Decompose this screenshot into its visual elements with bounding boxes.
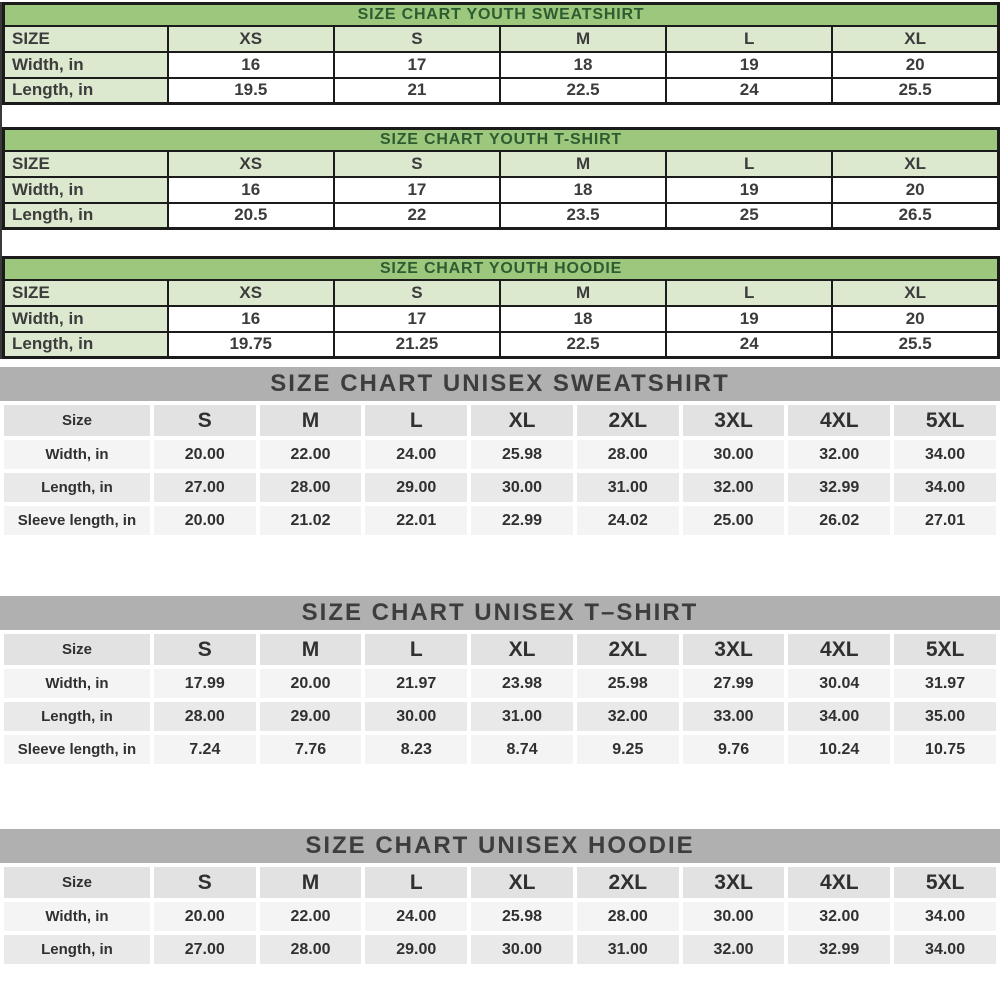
table-row <box>4 902 996 931</box>
value-cell: 28.00 <box>577 902 679 931</box>
value-cell: 17 <box>334 177 500 203</box>
value-cell: 25.98 <box>471 902 573 931</box>
value-cell: 23.5 <box>500 203 666 229</box>
header-row <box>4 634 996 665</box>
unisex-hoodie-chart <box>0 829 1000 968</box>
value-cell: 30.00 <box>683 902 785 931</box>
column-header-cell: 3XL <box>683 634 785 665</box>
column-header-cell: 4XL <box>788 634 890 665</box>
value-cell: 32.00 <box>683 935 785 964</box>
column-header-cell: XL <box>832 280 998 306</box>
table-row <box>4 669 996 698</box>
value-cell: 20.00 <box>154 440 256 469</box>
table-title: SIZE CHART YOUTH HOODIE <box>4 258 999 280</box>
value-cell: 32.00 <box>577 702 679 731</box>
unisex-size-charts <box>0 367 1000 968</box>
value-cell: 24 <box>666 78 832 104</box>
value-cell: 22.5 <box>500 332 666 358</box>
value-cell: 31.00 <box>471 702 573 731</box>
unisex-sweatshirt-chart <box>0 367 1000 539</box>
size-header-cell: Size <box>4 405 150 436</box>
value-cell: 20 <box>832 177 998 203</box>
value-cell: 30.00 <box>365 702 467 731</box>
value-cell: 7.24 <box>154 735 256 764</box>
column-header-cell: XL <box>832 26 998 52</box>
value-cell: 17 <box>334 306 500 332</box>
table-title: SIZE CHART YOUTH T-SHIRT <box>4 129 999 151</box>
value-cell: 18 <box>500 177 666 203</box>
row-label-cell: Width, in <box>4 440 150 469</box>
column-header-cell: XS <box>168 280 334 306</box>
column-header-cell: 3XL <box>683 867 785 898</box>
row-label-cell: Width, in <box>4 306 168 332</box>
column-header-cell: L <box>365 634 467 665</box>
size-header-cell: SIZE <box>4 280 168 306</box>
value-cell: 19 <box>666 52 832 78</box>
column-header-cell: M <box>260 634 362 665</box>
size-header-cell: SIZE <box>4 151 168 177</box>
table-row <box>4 506 996 535</box>
column-header-cell: 3XL <box>683 405 785 436</box>
column-header-cell: S <box>334 280 500 306</box>
column-header-cell: L <box>666 280 832 306</box>
table-title-row <box>4 258 999 280</box>
value-cell: 17 <box>334 52 500 78</box>
column-header-cell: M <box>260 867 362 898</box>
table-row <box>4 52 999 78</box>
column-header-cell: S <box>154 634 256 665</box>
column-header-cell: M <box>500 280 666 306</box>
row-label-cell: Length, in <box>4 702 150 731</box>
value-cell: 22 <box>334 203 500 229</box>
value-cell: 19 <box>666 306 832 332</box>
column-header-cell: M <box>500 26 666 52</box>
value-cell: 20 <box>832 306 998 332</box>
value-cell: 32.00 <box>683 473 785 502</box>
value-cell: 28.00 <box>260 473 362 502</box>
table-row <box>4 702 996 731</box>
value-cell: 35.00 <box>894 702 996 731</box>
value-cell: 29.00 <box>365 473 467 502</box>
table-title: SIZE CHART UNISEX HOODIE <box>0 829 1000 863</box>
value-cell: 31.00 <box>577 935 679 964</box>
value-cell: 20.5 <box>168 203 334 229</box>
value-cell: 9.76 <box>683 735 785 764</box>
value-cell: 27.00 <box>154 473 256 502</box>
table-row <box>4 78 999 104</box>
value-cell: 19.5 <box>168 78 334 104</box>
value-cell: 26.02 <box>788 506 890 535</box>
value-cell: 21.97 <box>365 669 467 698</box>
value-cell: 28.00 <box>260 935 362 964</box>
header-row <box>4 405 996 436</box>
value-cell: 22.99 <box>471 506 573 535</box>
value-cell: 16 <box>168 306 334 332</box>
value-cell: 34.00 <box>788 702 890 731</box>
value-cell: 21.02 <box>260 506 362 535</box>
row-label-cell: Width, in <box>4 669 150 698</box>
column-header-cell: M <box>260 405 362 436</box>
value-cell: 30.00 <box>471 473 573 502</box>
column-header-cell: 5XL <box>894 634 996 665</box>
value-cell: 22.5 <box>500 78 666 104</box>
value-cell: 23.98 <box>471 669 573 698</box>
value-cell: 28.00 <box>577 440 679 469</box>
column-header-cell: S <box>154 405 256 436</box>
header-row <box>4 280 999 306</box>
table-row <box>4 203 999 229</box>
value-cell: 18 <box>500 306 666 332</box>
value-cell: 22.01 <box>365 506 467 535</box>
value-cell: 24.00 <box>365 440 467 469</box>
value-cell: 25.98 <box>577 669 679 698</box>
value-cell: 34.00 <box>894 440 996 469</box>
value-cell: 25.98 <box>471 440 573 469</box>
value-cell: 24.02 <box>577 506 679 535</box>
value-cell: 24.00 <box>365 902 467 931</box>
value-cell: 24 <box>666 332 832 358</box>
column-header-cell: L <box>365 405 467 436</box>
row-label-cell: Length, in <box>4 935 150 964</box>
value-cell: 25.5 <box>832 78 998 104</box>
value-cell: 30.00 <box>683 440 785 469</box>
value-cell: 19 <box>666 177 832 203</box>
column-header-cell: 5XL <box>894 867 996 898</box>
row-label-cell: Length, in <box>4 203 168 229</box>
value-cell: 31.97 <box>894 669 996 698</box>
value-cell: 32.00 <box>788 440 890 469</box>
value-cell: 32.99 <box>788 473 890 502</box>
column-header-cell: 5XL <box>894 405 996 436</box>
value-cell: 27.99 <box>683 669 785 698</box>
row-label-cell: Sleeve length, in <box>4 506 150 535</box>
column-header-cell: 2XL <box>577 405 679 436</box>
value-cell: 34.00 <box>894 902 996 931</box>
table-title: SIZE CHART YOUTH SWEATSHIRT <box>4 4 999 26</box>
column-header-cell: XL <box>832 151 998 177</box>
size-header-cell: Size <box>4 867 150 898</box>
size-header-cell: Size <box>4 634 150 665</box>
column-header-cell: 2XL <box>577 634 679 665</box>
row-label-cell: Width, in <box>4 52 168 78</box>
table-row <box>4 440 996 469</box>
value-cell: 32.00 <box>788 902 890 931</box>
value-cell: 21.25 <box>334 332 500 358</box>
column-header-cell: S <box>154 867 256 898</box>
value-cell: 21 <box>334 78 500 104</box>
value-cell: 34.00 <box>894 473 996 502</box>
row-label-cell: Length, in <box>4 332 168 358</box>
table-row <box>4 177 999 203</box>
value-cell: 28.00 <box>154 702 256 731</box>
column-header-cell: L <box>666 151 832 177</box>
value-cell: 30.00 <box>471 935 573 964</box>
value-cell: 18 <box>500 52 666 78</box>
column-header-cell: S <box>334 26 500 52</box>
value-cell: 20 <box>832 52 998 78</box>
unisex-tshirt-chart <box>0 596 1000 768</box>
value-cell: 9.25 <box>577 735 679 764</box>
table-title: SIZE CHART UNISEX T–SHIRT <box>0 596 1000 630</box>
value-cell: 34.00 <box>894 935 996 964</box>
value-cell: 22.00 <box>260 440 362 469</box>
row-label-cell: Width, in <box>4 177 168 203</box>
unisex-sweatshirt-table <box>0 401 1000 539</box>
value-cell: 16 <box>168 52 334 78</box>
value-cell: 29.00 <box>260 702 362 731</box>
column-header-cell: M <box>500 151 666 177</box>
value-cell: 20.00 <box>154 506 256 535</box>
youth-sweatshirt-table <box>2 2 1000 105</box>
value-cell: 29.00 <box>365 935 467 964</box>
row-label-cell: Length, in <box>4 78 168 104</box>
size-chart-page <box>0 2 1000 968</box>
value-cell: 10.24 <box>788 735 890 764</box>
youth-size-charts <box>0 2 1000 359</box>
column-header-cell: 4XL <box>788 867 890 898</box>
value-cell: 30.04 <box>788 669 890 698</box>
table-title-row <box>4 129 999 151</box>
column-header-cell: XS <box>168 26 334 52</box>
row-label-cell: Width, in <box>4 902 150 931</box>
value-cell: 27.00 <box>154 935 256 964</box>
value-cell: 25.00 <box>683 506 785 535</box>
table-row <box>4 735 996 764</box>
value-cell: 22.00 <box>260 902 362 931</box>
column-header-cell: L <box>666 26 832 52</box>
column-header-cell: XL <box>471 634 573 665</box>
unisex-hoodie-table <box>0 863 1000 968</box>
value-cell: 16 <box>168 177 334 203</box>
table-title-row <box>4 4 999 26</box>
header-row <box>4 867 996 898</box>
value-cell: 26.5 <box>832 203 998 229</box>
value-cell: 25 <box>666 203 832 229</box>
table-row <box>4 332 999 358</box>
youth-hoodie-table <box>2 256 1000 359</box>
table-row <box>4 935 996 964</box>
table-title: SIZE CHART UNISEX SWEATSHIRT <box>0 367 1000 401</box>
column-header-cell: S <box>334 151 500 177</box>
value-cell: 7.76 <box>260 735 362 764</box>
value-cell: 8.23 <box>365 735 467 764</box>
value-cell: 27.01 <box>894 506 996 535</box>
column-header-cell: XL <box>471 867 573 898</box>
column-header-cell: XL <box>471 405 573 436</box>
value-cell: 33.00 <box>683 702 785 731</box>
value-cell: 20.00 <box>260 669 362 698</box>
youth-tshirt-table <box>2 127 1000 230</box>
value-cell: 19.75 <box>168 332 334 358</box>
column-header-cell: XS <box>168 151 334 177</box>
table-row <box>4 306 999 332</box>
value-cell: 17.99 <box>154 669 256 698</box>
row-label-cell: Sleeve length, in <box>4 735 150 764</box>
value-cell: 10.75 <box>894 735 996 764</box>
header-row <box>4 151 999 177</box>
value-cell: 8.74 <box>471 735 573 764</box>
size-header-cell: SIZE <box>4 26 168 52</box>
value-cell: 31.00 <box>577 473 679 502</box>
unisex-tshirt-table <box>0 630 1000 768</box>
column-header-cell: L <box>365 867 467 898</box>
table-row <box>4 473 996 502</box>
value-cell: 20.00 <box>154 902 256 931</box>
row-label-cell: Length, in <box>4 473 150 502</box>
value-cell: 32.99 <box>788 935 890 964</box>
column-header-cell: 2XL <box>577 867 679 898</box>
header-row <box>4 26 999 52</box>
value-cell: 25.5 <box>832 332 998 358</box>
column-header-cell: 4XL <box>788 405 890 436</box>
